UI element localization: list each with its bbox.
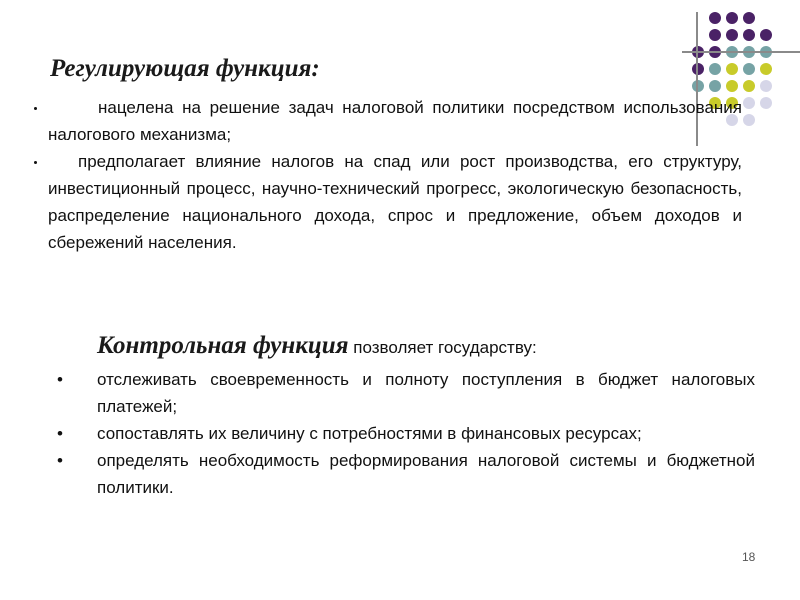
regulating-bullet-1-text: нацелена на решение задач налоговой политики посредством использования налогового механизма; [48,98,742,144]
list-item-text: определять необходимость реформирования налоговой системы и бюджетной политики. [97,451,755,497]
regulating-function-title: Регулирующая функция: [50,55,320,82]
decorative-dot [760,97,772,109]
decorative-dot [709,63,721,75]
decorative-dot [726,80,738,92]
decorative-dot [726,29,738,41]
list-item [57,447,755,501]
decorative-dot [726,12,738,24]
decorative-dot [709,12,721,24]
bullet-marker: • [57,370,63,389]
list-item-text: отслеживать своевременность и полноту поступления в бюджет налоговых платежей; [97,370,755,416]
decorative-dot [709,80,721,92]
decorative-dot [692,63,704,75]
decorative-dot [743,12,755,24]
page-number: 18 [742,550,756,564]
decorative-dot [709,29,721,41]
control-function-intro: позволяет государству: [348,338,537,357]
list-item [57,366,755,420]
decorative-dot [743,29,755,41]
decorative-dot [743,63,755,75]
regulating-bullet-2-text: предполагает влияние налогов на спад или рост производства, его структуру, инвестиционный процесс, научно-технический прогресс, экологическую безопасность, распределение национального дохода, спрос и предложение, объем доходов и сбережений населения. [48,152,742,252]
decorative-dot [760,80,772,92]
list-item [57,420,755,447]
bullet-marker [34,161,37,164]
bullet-marker: • [57,451,63,470]
bullet-marker: • [57,424,63,443]
control-function-heading [97,332,537,360]
bullet-marker [34,107,37,110]
regulating-bullet-2 [48,148,742,256]
decorative-dot [692,80,704,92]
decorative-dot [760,63,772,75]
list-item-text: сопоставлять их величину с потребностями в финансовых ресурсах; [97,424,642,443]
decorative-horizontal-line [682,51,800,53]
decorative-dot [743,114,755,126]
control-function-title: Контрольная функция [97,332,349,359]
decorative-dot [743,80,755,92]
decorative-dot [726,63,738,75]
regulating-bullet-1 [48,94,742,148]
decorative-dot [743,97,755,109]
decorative-dot [760,29,772,41]
